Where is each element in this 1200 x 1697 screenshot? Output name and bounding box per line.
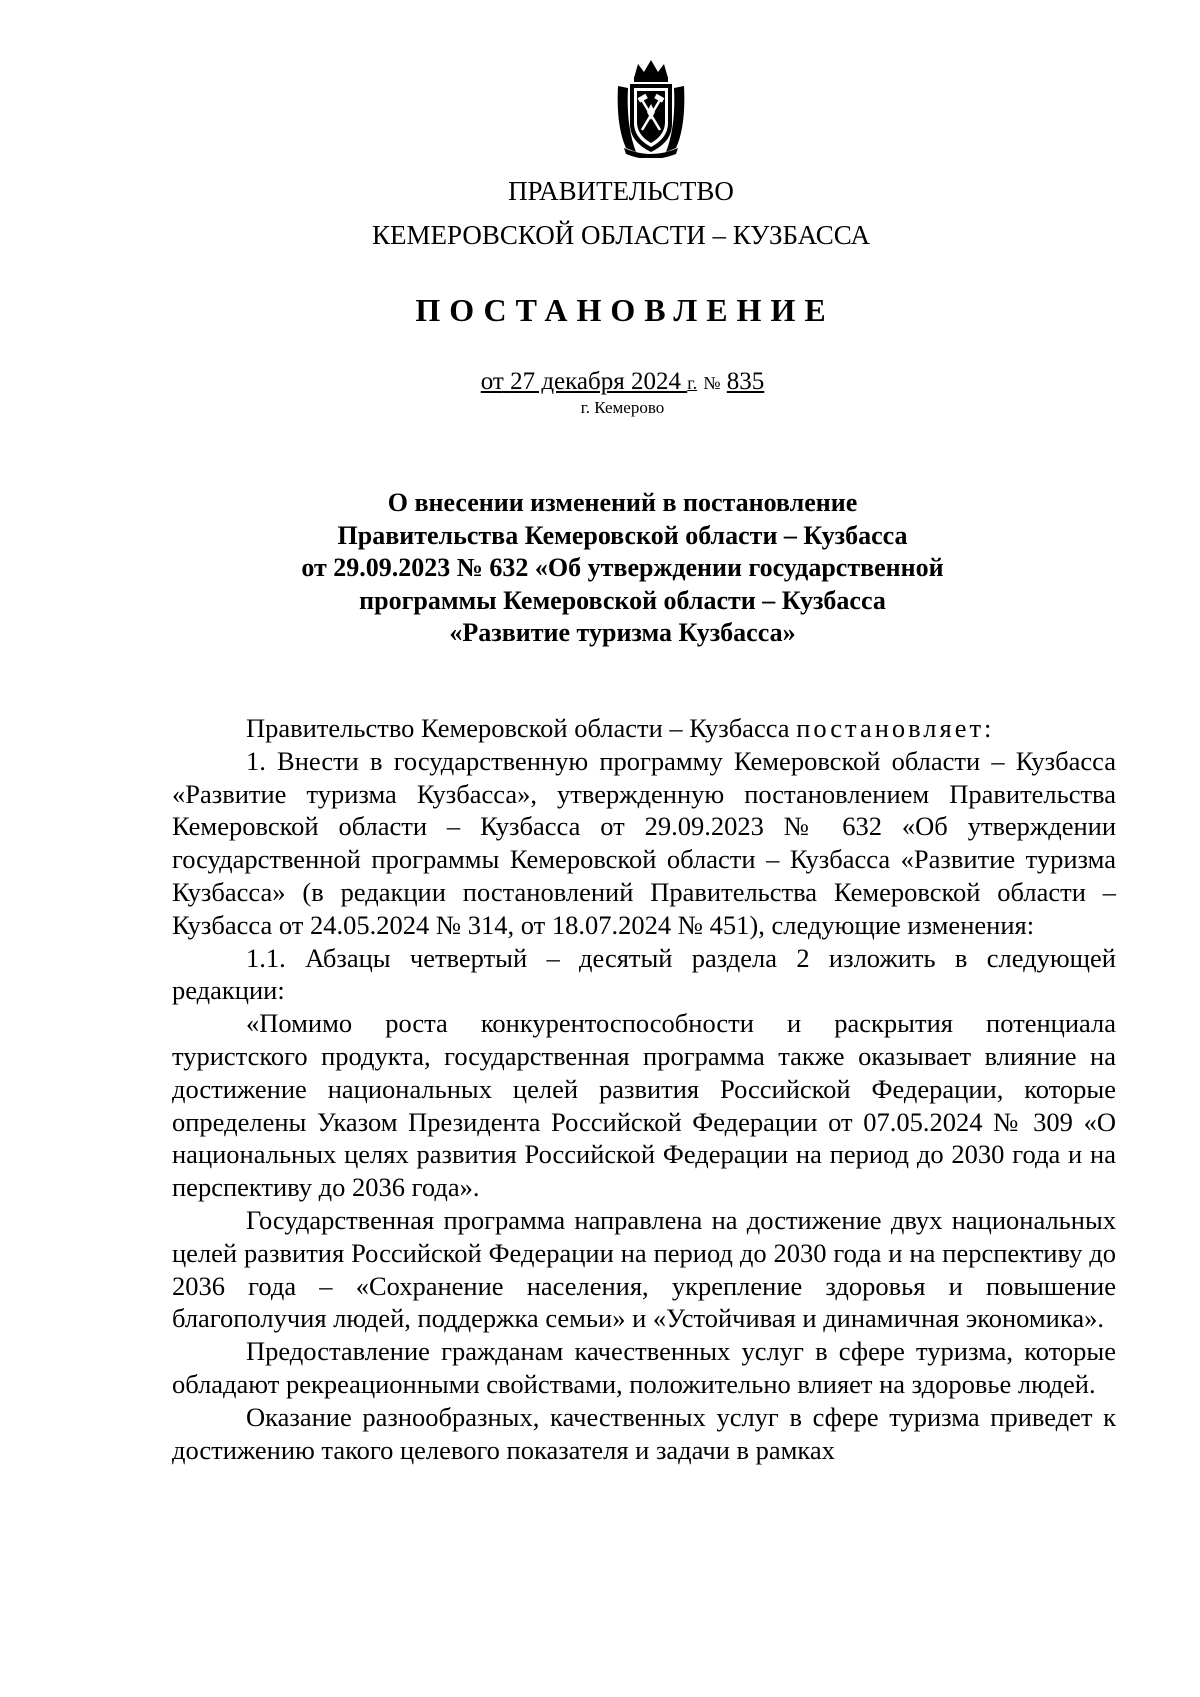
document-city: г. Кемерово bbox=[580, 398, 665, 417]
body-paragraph: «Помимо роста конкурентоспособности и раскрытия потенциала туристского продукта, государственная программа также оказывает влияние на достижение национальных целей развития Российской Федерации, которые определены Указом Президента Российской Федерации от 07.05.2024 № 309 «О национальных целях развития Российской Федерации на период до 2030 года и на перспективу до 2036 года». bbox=[172, 1008, 1116, 1203]
title-line: от 29.09.2023 № 632 «Об утверждении государственной bbox=[301, 553, 944, 582]
title-line: Правительства Кемеровской области – Кузбасса bbox=[337, 520, 908, 550]
body-paragraph: Предоставление гражданам качественных услуг в сфере туризма, которые обладают рекреационными свойствами, положительно влияет на здоровье людей. bbox=[172, 1336, 1116, 1399]
intro-resolves-word: постановляет: bbox=[796, 713, 995, 743]
document-date-number bbox=[0, 368, 1200, 396]
document-body bbox=[172, 712, 1116, 1466]
intro-text: Правительство Кемеровской области – Кузбасса bbox=[246, 713, 797, 743]
body-paragraph: 1.1. Абзацы четвертый – десятый раздела 2 изложить в следующей редакции: bbox=[172, 942, 1116, 1006]
title-line: О внесении изменений в постановление bbox=[387, 488, 858, 517]
document-type-heading: ПОСТАНОВЛЕНИЕ bbox=[415, 292, 835, 328]
body-paragraph: Государственная программа направлена на достижение двух национальных целей развития Российской Федерации на период до 2030 года и на перспективу до 2036 года – «Сохранение населения, укрепление здоровья и повышение благополучия людей, поддержка семьи» и «Устойчивая и динамичная экономика». bbox=[172, 1204, 1116, 1334]
title-line: программы Кемеровской области – Кузбасса bbox=[359, 585, 886, 615]
body-paragraph: Оказание разнообразных, качественных услуг в сфере туризма приведет к достижению такого целевого показателя и задачи в рамках bbox=[172, 1401, 1116, 1465]
body-intro-paragraph bbox=[172, 712, 1116, 745]
government-name-line-1: ПРАВИТЕЛЬСТВО bbox=[508, 176, 734, 206]
body-paragraph: 1. Внести в государственную программу Кемеровской области – Кузбасса «Развитие туризма Кузбасса», утвержденную постановлением Правительства Кемеровской области – Кузбасса от 29.09.2023 № 632 «Об утверждении государственной программы Кемеровской области – Кузбасса «Развитие туризма Кузбасса» (в редакции постановлений Правительства Кемеровской области – Кузбасса от 24.05.2024 № 314, от 18.07.2024 № 451), следующие изменения: bbox=[172, 745, 1116, 940]
number-sign: № bbox=[703, 373, 721, 393]
kuzbass-coat-of-arms-icon bbox=[612, 56, 690, 158]
date-value: 27 декабря 2024 bbox=[510, 368, 681, 395]
year-suffix: г. bbox=[687, 373, 698, 393]
date-prefix: от bbox=[480, 368, 504, 395]
document-number: 835 bbox=[726, 368, 765, 395]
document-title bbox=[0, 487, 1200, 650]
title-line: «Развитие туризма Кузбасса» bbox=[449, 618, 796, 647]
government-name-line-2: КЕМЕРОВСКОЙ ОБЛАСТИ – КУЗБАССА bbox=[372, 220, 870, 250]
